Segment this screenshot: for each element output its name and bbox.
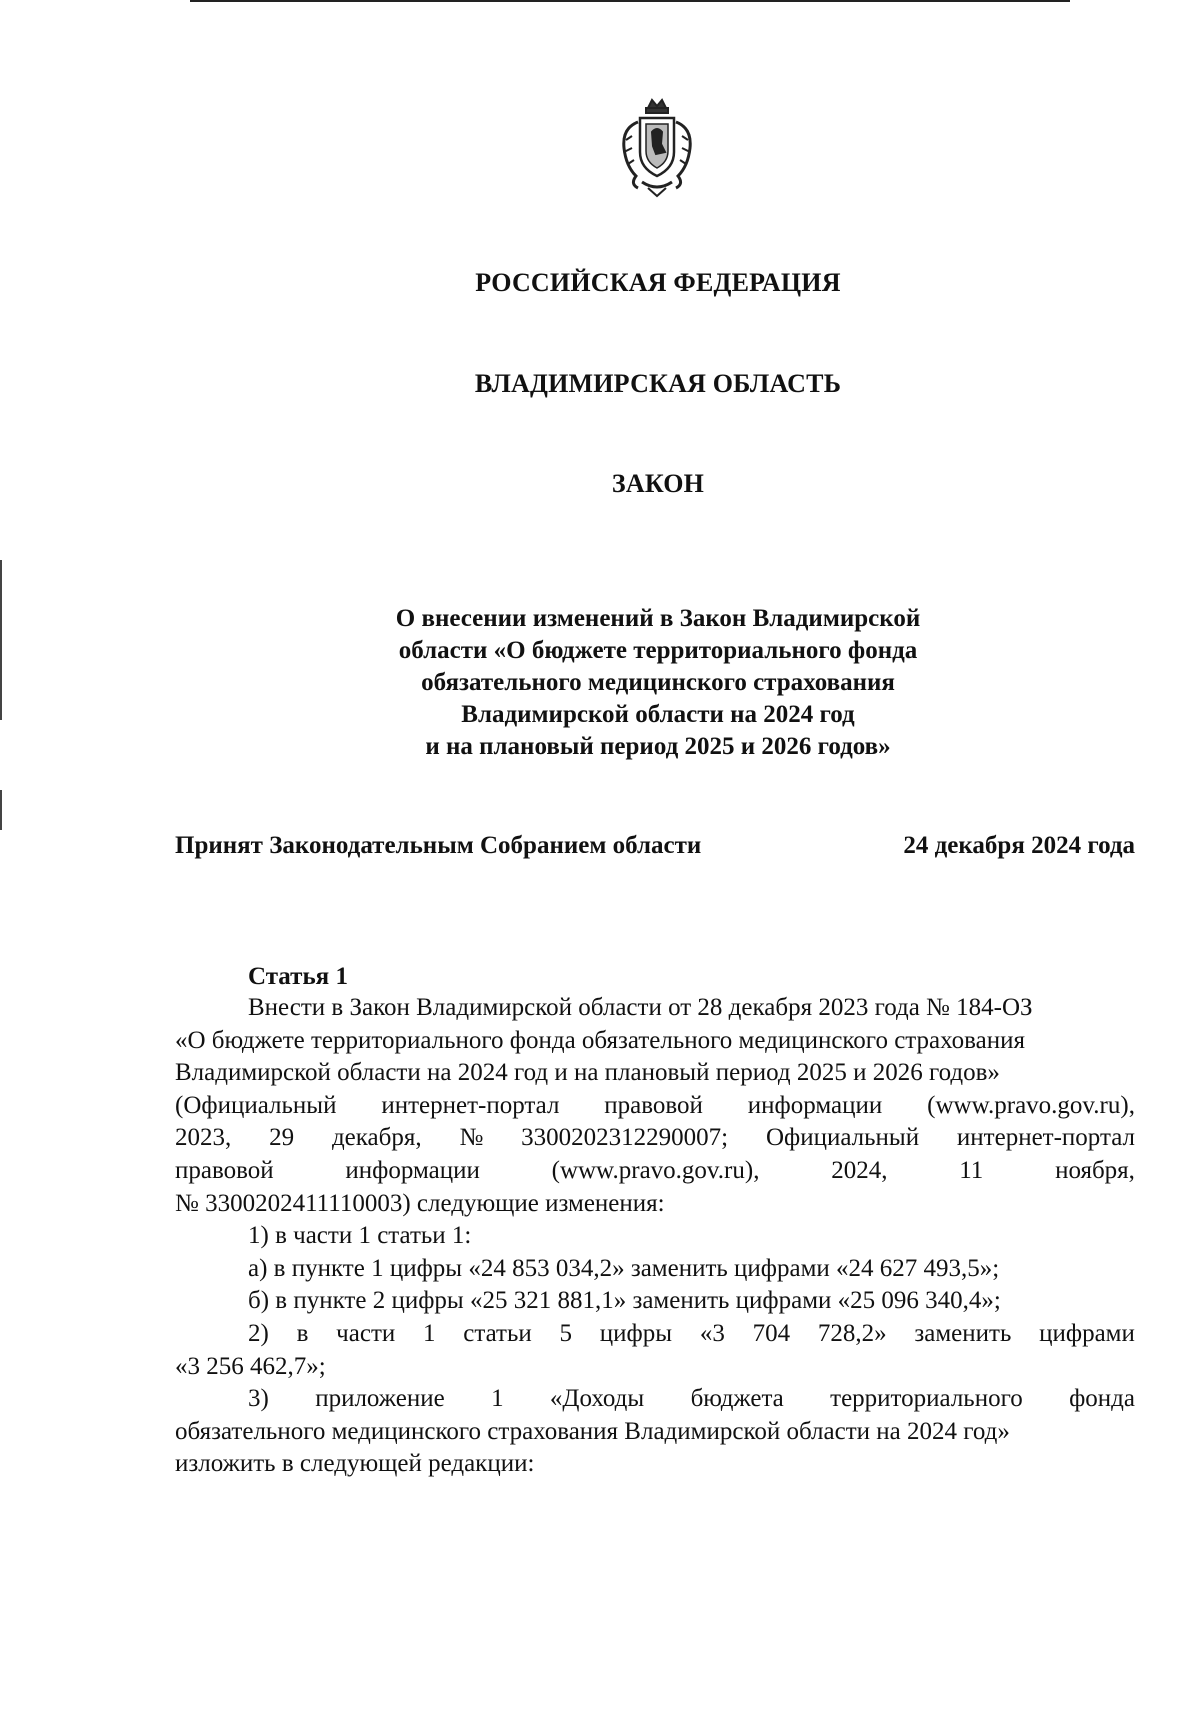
word: №	[459, 1124, 484, 1152]
word: цифрами	[1039, 1319, 1135, 1347]
word: информации	[345, 1156, 480, 1184]
word: (Официальный	[175, 1091, 337, 1119]
word: 3300202312290007;	[521, 1124, 729, 1152]
scan-top-edge	[190, 0, 1070, 2]
word: правовой	[175, 1156, 274, 1184]
word: в	[296, 1319, 309, 1347]
word: 728,2»	[817, 1319, 887, 1347]
word: цифры	[599, 1319, 673, 1347]
document-type-heading: ЗАКОН	[611, 469, 705, 498]
article-body	[175, 992, 1135, 1481]
law-title-line: и на плановый период 2025 и 2026 годов»	[425, 733, 891, 760]
word: заменить	[914, 1319, 1012, 1347]
word: информации	[747, 1091, 883, 1119]
word: интернет-портал	[956, 1124, 1135, 1152]
word: Официальный	[765, 1124, 920, 1152]
article-line-justified	[175, 1318, 1135, 1351]
word: 2)	[248, 1319, 269, 1347]
word: (www.pravo.gov.ru),	[551, 1156, 760, 1184]
article-line-justified	[175, 1090, 1135, 1123]
article-line: а) в пункте 1 цифры «24 853 034,2» заменить цифрами «24 627 493,5»;	[248, 1254, 1000, 1282]
article-line-justified	[175, 1122, 1135, 1155]
article-line: № 3300202411110003) следующие изменения:	[175, 1189, 665, 1217]
word: ноября,	[1055, 1156, 1135, 1184]
adoption-date: 24 декабря 2024 года	[903, 832, 1135, 859]
word: 5	[559, 1319, 573, 1347]
article-line-justified	[175, 1155, 1135, 1188]
word: правовой	[604, 1091, 703, 1119]
word: 704	[752, 1319, 791, 1347]
law-title-line: обязательного медицинского страхования	[421, 669, 895, 696]
article-line: обязательного медицинского страхования Владимирской области на 2024 год»	[175, 1417, 1010, 1445]
adoption-label: Принят Законодательным Собранием области	[175, 832, 702, 859]
word: территориального	[830, 1385, 1023, 1413]
article-heading: Статья 1	[248, 963, 348, 990]
law-title-line: О внесении изменений в Закон Владимирской	[395, 605, 921, 632]
word: 2024,	[831, 1156, 888, 1184]
word: фонда	[1069, 1385, 1135, 1413]
word: бюджета	[690, 1385, 784, 1413]
word: 11	[959, 1156, 984, 1184]
word: «Доходы	[549, 1385, 645, 1413]
scan-left-edge-mark	[0, 790, 2, 830]
word: части	[336, 1319, 396, 1347]
article-line: Владимирской области на 2024 год и на плановый период 2025 и 2026 годов»	[175, 1059, 1000, 1087]
word: «3	[699, 1319, 725, 1347]
word: интернет-портал	[381, 1091, 560, 1119]
article-line: б) в пункте 2 цифры «25 321 881,1» заменить цифрами «25 096 340,4»;	[248, 1287, 1001, 1315]
article-line: Внести в Закон Владимирской области от 28 декабря 2023 года № 184-ОЗ	[248, 994, 1033, 1021]
word: 29	[269, 1124, 295, 1152]
word: (www.pravo.gov.ru),	[927, 1091, 1135, 1119]
word: статьи	[463, 1319, 532, 1347]
article-line: изложить в следующей редакции:	[175, 1450, 535, 1478]
article-line: «3 256 462,7»;	[175, 1352, 326, 1380]
country-heading: РОССИЙСКАЯ ФЕДЕРАЦИЯ	[475, 268, 841, 297]
article-line-justified	[175, 1383, 1135, 1416]
law-title	[300, 603, 1016, 763]
law-title-line: Владимирской области на 2024 год	[461, 701, 855, 728]
article-line: «О бюджете территориального фонда обязательного медицинского страхования	[175, 1026, 1025, 1054]
word: 1	[491, 1385, 504, 1413]
word: 1	[423, 1319, 436, 1347]
article-line: 1) в части 1 статьи 1:	[248, 1222, 472, 1250]
word: 2023,	[175, 1124, 232, 1152]
word: 3)	[248, 1385, 269, 1413]
adoption-line	[175, 832, 1135, 860]
scan-left-edge-mark	[0, 560, 2, 720]
law-title-line: области «О бюджете территориального фонда	[398, 637, 918, 664]
region-heading: ВЛАДИМИРСКАЯ ОБЛАСТЬ	[474, 369, 842, 398]
word: приложение	[315, 1385, 445, 1413]
word: декабря,	[331, 1124, 422, 1152]
coat-of-arms-emblem	[612, 96, 702, 200]
